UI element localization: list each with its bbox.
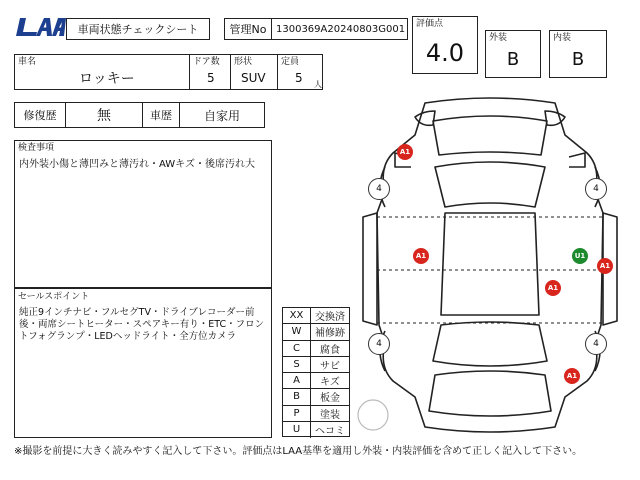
tire-value: 4 xyxy=(376,339,382,349)
mgmt-label-cell xyxy=(224,18,272,40)
repair-label-cell xyxy=(14,102,66,128)
damage-mark xyxy=(564,368,580,384)
damage-code: A1 xyxy=(599,262,611,270)
legend-row xyxy=(283,308,349,324)
vehicle-name-label: 車名 xyxy=(18,57,37,67)
laa-logo xyxy=(14,16,68,38)
doors-value: 5 xyxy=(207,71,215,85)
capacity-label: 定員 xyxy=(281,57,300,67)
damage-code: A1 xyxy=(415,252,427,260)
legend-code: U xyxy=(283,422,311,438)
legend-row xyxy=(283,341,349,357)
legend-name: 腐食 xyxy=(320,344,340,356)
exterior-grade-box xyxy=(485,30,541,78)
legend-code: W xyxy=(283,324,311,339)
tire-value: 4 xyxy=(376,184,382,194)
overall-grade-box xyxy=(412,16,478,74)
damage-mark xyxy=(597,258,613,274)
legend-code: B xyxy=(283,389,311,404)
car-diagram xyxy=(355,95,625,435)
tire-value: 4 xyxy=(593,339,599,349)
repair-label: 修復歴 xyxy=(23,108,57,122)
interior-grade-value: B xyxy=(571,49,585,70)
legend-name: 板金 xyxy=(320,393,340,405)
shape-label: 形状 xyxy=(234,57,253,67)
sales-box xyxy=(14,288,272,438)
damage-mark xyxy=(545,280,561,296)
legend-name: 交換済 xyxy=(315,312,345,324)
sales-text: 純正9インチナビ・フルセグTV・ドライブレコーダー前後・両席シートヒーター・スペアキー有り・ETC・フロントフォグランプ・LEDヘッドライト・全方位カメラ xyxy=(19,307,265,342)
overall-grade-value: 4.0 xyxy=(425,39,465,67)
sales-label: セールスポイント xyxy=(18,292,90,302)
legend-row xyxy=(283,324,349,340)
legend-row xyxy=(283,373,349,389)
sheet-title xyxy=(66,18,210,40)
exterior-grade-value: B xyxy=(506,49,520,70)
legend-row xyxy=(283,357,349,373)
doors-label: ドア数 xyxy=(193,57,220,67)
capacity-unit: 人 xyxy=(314,80,322,89)
damage-mark xyxy=(413,248,429,264)
interior-grade-label: 内装 xyxy=(553,33,572,43)
mgmt-no-cell xyxy=(271,18,408,40)
legend-table xyxy=(282,307,350,437)
repair-value: 無 xyxy=(97,108,111,124)
legend-name: キズ xyxy=(320,377,340,389)
capacity-value: 5 xyxy=(295,71,303,85)
damage-mark xyxy=(397,144,413,160)
usage-value-cell xyxy=(179,102,265,128)
legend-name: ヘコミ xyxy=(315,426,345,438)
usage-label-cell xyxy=(142,102,180,128)
tire-value: 4 xyxy=(593,184,599,194)
damage-code: A1 xyxy=(399,148,411,156)
tire-rear-right xyxy=(585,333,607,355)
mgmt-label: 管理No xyxy=(229,22,267,36)
legend-name: サビ xyxy=(320,360,340,372)
legend-code: XX xyxy=(283,308,311,323)
exterior-grade-label: 外装 xyxy=(489,33,508,43)
interior-grade-box xyxy=(549,30,607,78)
shape-cell xyxy=(230,54,278,90)
inspection-label: 検査事項 xyxy=(18,143,55,153)
inspection-box xyxy=(14,140,272,288)
legend-name: 補修跡 xyxy=(315,328,345,340)
legend-name: 塗装 xyxy=(320,409,340,421)
mgmt-no: 1300369A20240803G001 xyxy=(276,23,406,35)
legend-code: P xyxy=(283,406,311,421)
legend-code: S xyxy=(283,357,311,372)
vehicle-name-cell xyxy=(14,54,190,90)
damage-code: A1 xyxy=(566,372,578,380)
shape-value: SUV xyxy=(241,71,266,85)
repair-value-cell xyxy=(65,102,143,128)
damage-code: A1 xyxy=(547,284,559,292)
tire-front-left xyxy=(368,178,390,200)
overall-grade-label: 評価点 xyxy=(416,19,444,29)
inspection-text: 内外装小傷と薄凹みと薄汚れ・AWキズ・後席汚れ大 xyxy=(19,159,255,170)
legend-code: C xyxy=(283,341,311,356)
sheet-title-text: 車両状態チェックシート xyxy=(77,22,199,36)
spare-tire-icon xyxy=(356,398,390,432)
legend-row xyxy=(283,406,349,422)
tire-front-right xyxy=(585,178,607,200)
legend-row xyxy=(283,389,349,405)
legend-row xyxy=(283,422,349,438)
usage-label: 車歴 xyxy=(150,108,172,122)
capacity-cell xyxy=(277,54,323,90)
doors-cell xyxy=(189,54,231,90)
usage-value: 自家用 xyxy=(203,108,240,123)
legend-code: A xyxy=(283,373,311,388)
damage-code: U1 xyxy=(574,252,586,260)
vehicle-name: ロッキー xyxy=(79,71,135,87)
footer-note: ※撮影を前提に大きく読みやすく記入して下さい。評価点はLAA基準を適用し外装・内装評価を含めて正しく記入して下さい。 xyxy=(14,446,583,457)
tire-rear-left xyxy=(368,333,390,355)
damage-mark xyxy=(572,248,588,264)
